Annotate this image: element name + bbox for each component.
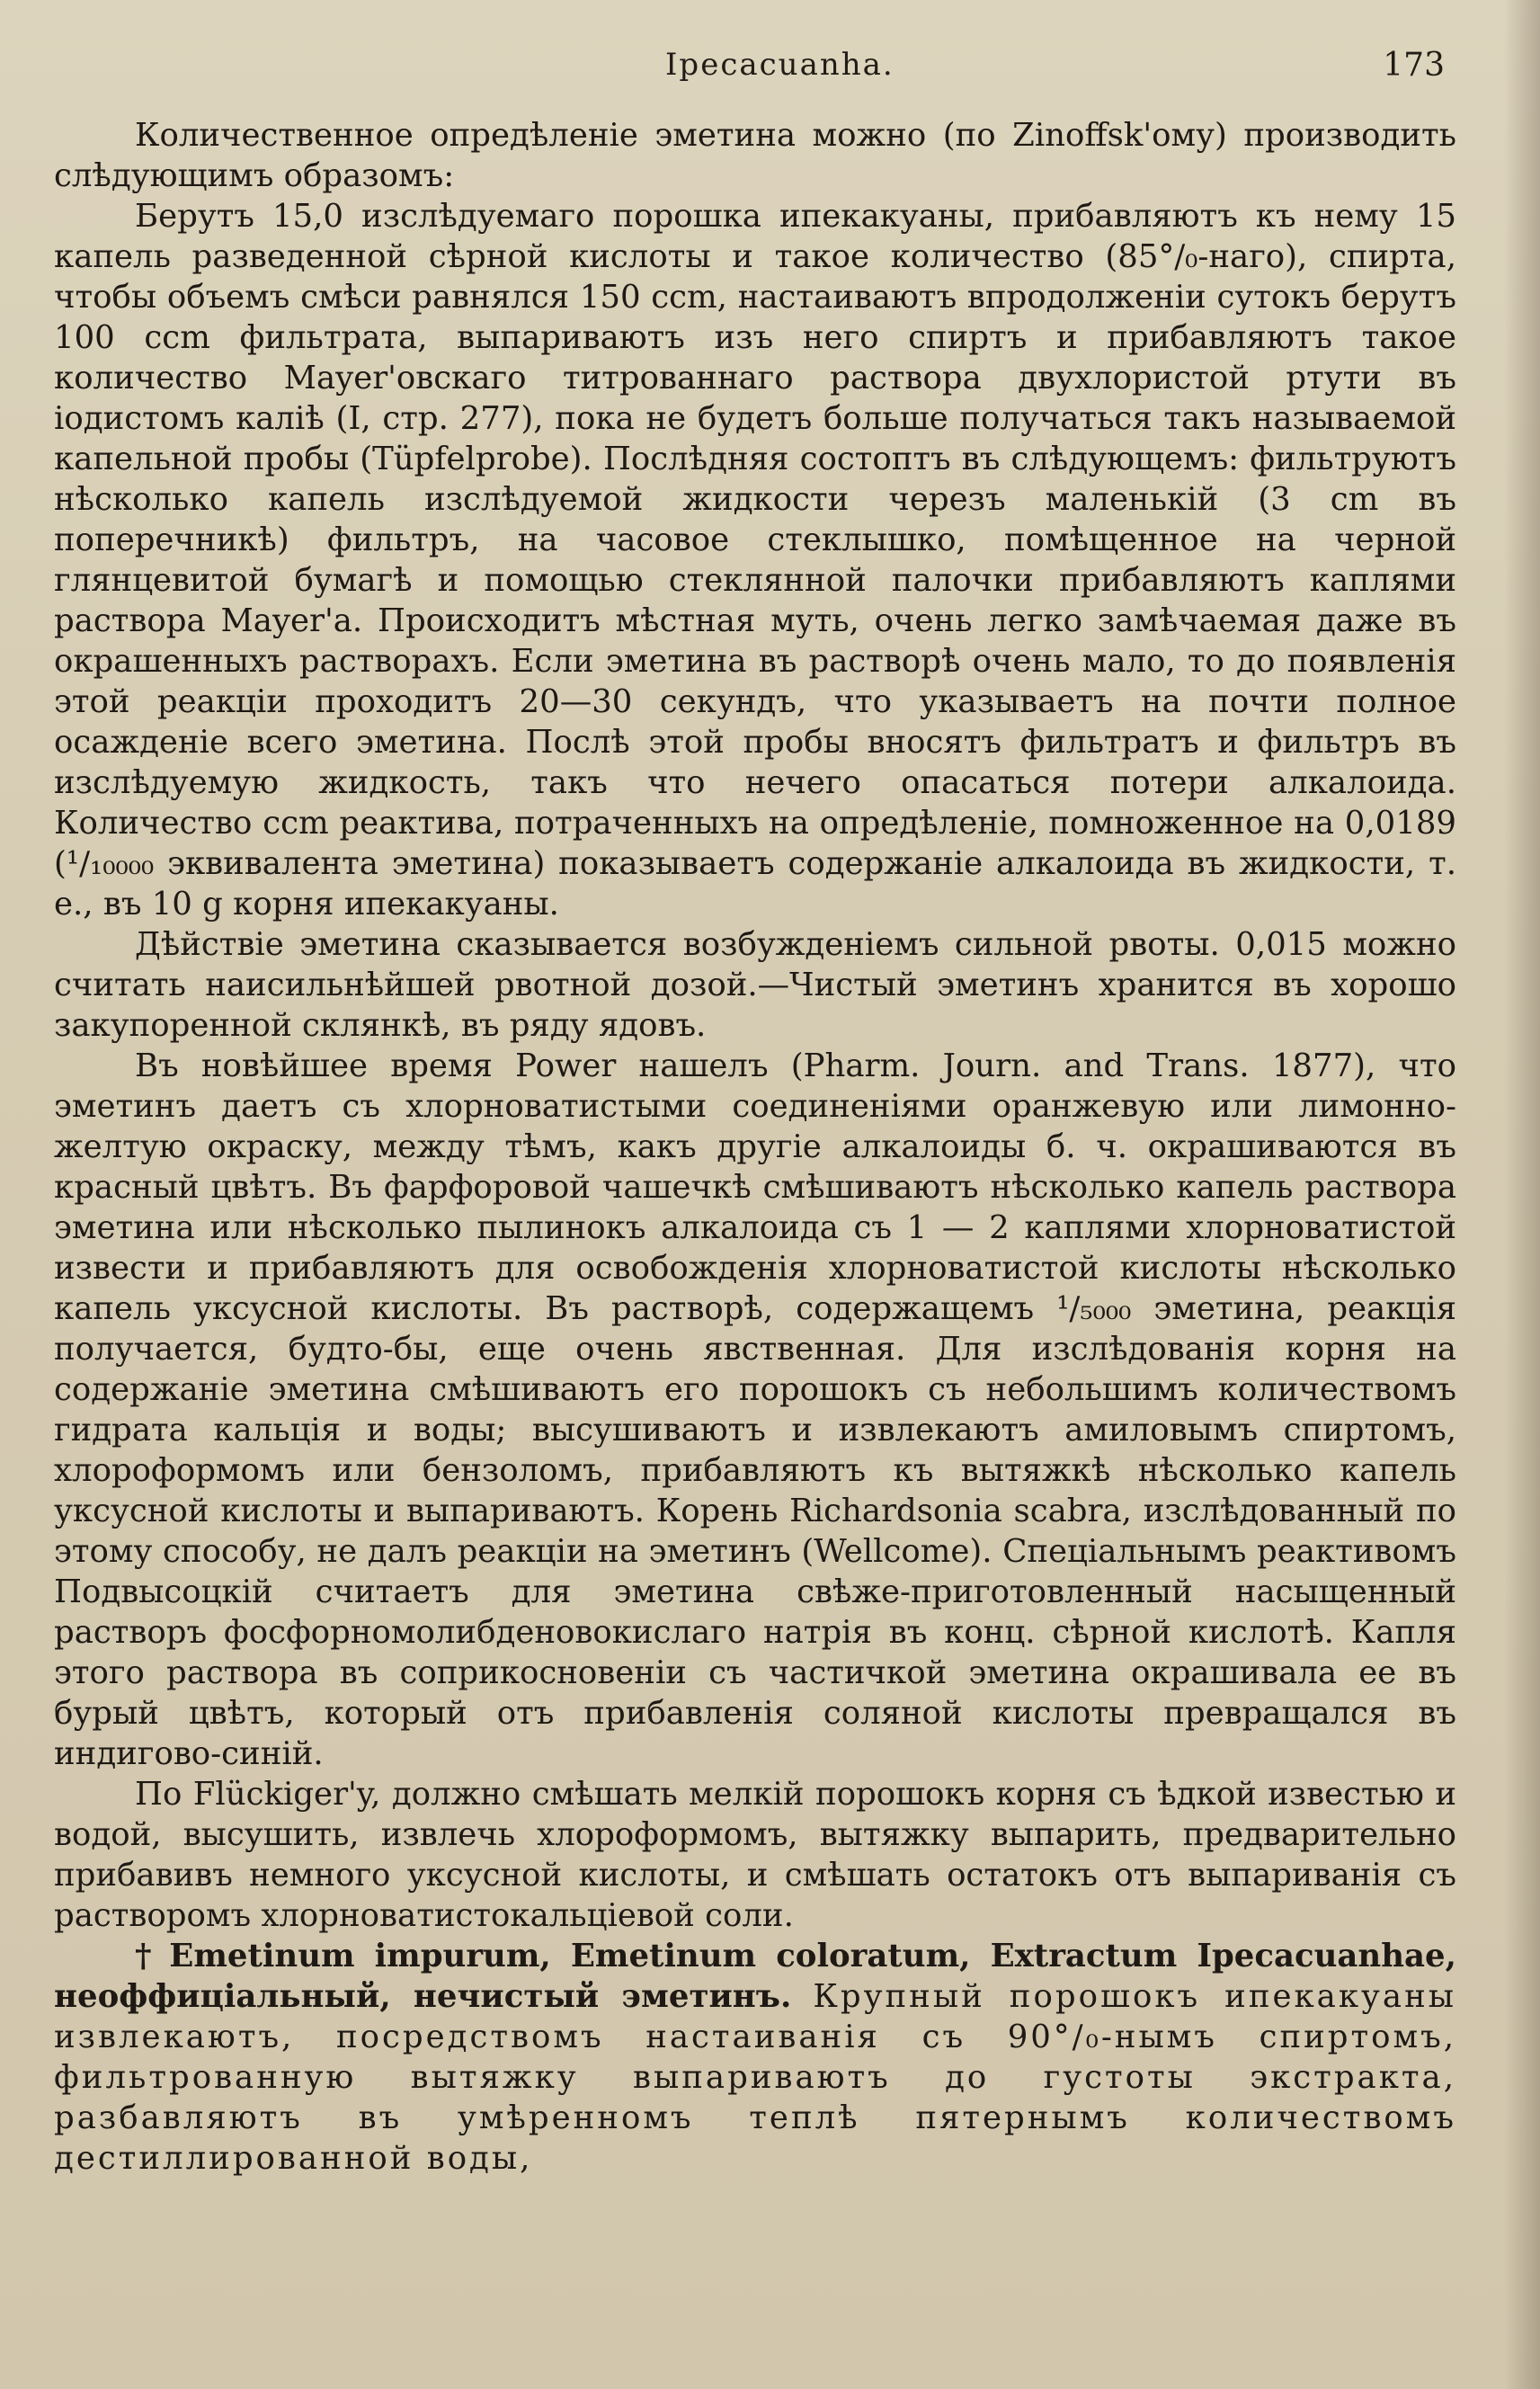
section-text: Крупный порошокъ ипекакуаны извлекаютъ, посредствомъ настаиванія съ 90°/₀-нымъ спиртомъ, фильтрованную вытяжку выпариваютъ до густоты экстракта, разбавляютъ въ умѣренномъ теплѣ пятернымъ количествомъ дестиллированной воды, [54, 1978, 1456, 2177]
paragraph-1: Количественное опредѣленіе эметина можно (по Zinoffsk'ому) производить слѣдующимъ образомъ: [54, 117, 1456, 194]
paragraph-4: Въ новѣйшее время Power нашелъ (Pharm. Journ. and Trans. 1877), что эметинъ даетъ съ хлорноватистыми соединеніями оранжевую или лимонно-желтую окраску, между тѣмъ, какъ другіе алкалоиды б. ч. окрашиваются въ красный цвѣтъ. Въ фарфоровой чашечкѣ смѣшиваютъ нѣсколько капель раствора эметина или нѣсколько пылинокъ алкалоида съ 1 — 2 каплями хлорноватистой извести и прибавляютъ для освобожденія хлорноватистой кислоты нѣсколько капель уксусной кислоты. Въ растворѣ, содержащемъ ¹/₅₀₀₀ эметина, реакція получается, будто-бы, еще очень явственная. Для изслѣдованія корня на содержаніе эметина смѣшиваютъ его порошокъ съ небольшимъ количествомъ гидрата кальція и воды; высушиваютъ и извлекаютъ амиловымъ спиртомъ, хлороформомъ или бензоломъ, прибавляютъ къ вытяжкѣ нѣсколько капель уксусной кислоты и выпариваютъ. Корень Richardsonia scabra, изслѣдованный по этому способу, не далъ реакціи на эметинъ (Wellcome). Спеціальнымъ реактивомъ Подвысоцкій считаетъ для эметина свѣже-приготовленный насыщенный растворъ фосфорномолибденовокислаго натрія въ конц. сѣрной кислотѣ. Капля этого раствора въ соприкосновеніи съ частичкой эметина окрашивала ее въ бурый цвѣтъ, который отъ прибавленія соляной кислоты превращался въ индигово-синій. [54, 1047, 1456, 1772]
page-number: 173 [1383, 47, 1445, 84]
body-text [54, 115, 1456, 2179]
running-title: Ipecacuanha. [665, 47, 895, 83]
final-paragraph [54, 1936, 1456, 2179]
section-heading: Emetinum impurum, Emetinum coloratum, Extractum Ipecacuanhae, неоффиціальный, нечистый эметинъ. [54, 1938, 1456, 2015]
page-shadow [1504, 0, 1540, 2389]
dagger-mark: † [135, 1938, 161, 1974]
paragraph-3: Дѣйствіе эметина сказывается возбужденіемъ сильной рвоты. 0,015 можно считать наисильнѣйшей рвотной дозой.—Чистый эметинъ хранится въ хорошо закупоренной склянкѣ, въ ряду ядовъ. [54, 926, 1456, 1044]
paragraph-2: Берутъ 15,0 изслѣдуемаго порошка ипекакуаны, прибавляютъ къ нему 15 капель разведенной сѣрной кислоты и такое количество (85°/₀-наго), спирта, чтобы объемъ смѣси равнялся 150 ccm, настаиваютъ впродолженіи сутокъ берутъ 100 ccm фильтрата, выпариваютъ изъ него спиртъ и прибавляютъ такое количество Mayer'овскаго титрованнаго раствора двухлористой ртути въ іодистомъ каліѣ (I, стр. 277), пока не будетъ больше получаться такъ называемой капельной пробы (Tüpfelprobe). Послѣдняя состоптъ въ слѣдующемъ: фильтруютъ нѣсколько капель изслѣдуемой жидкости черезъ маленькій (3 cm въ поперечникѣ) фильтръ, на часовое стеклышко, помѣщенное на черной глянцевитой бумагѣ и помощью стеклянной палочки прибавляютъ каплями раствора Mayer'a. Происходитъ мѣстная муть, очень легко замѣчаемая даже въ окрашенныхъ растворахъ. Если эметина въ растворѣ очень мало, то до появленія этой реакціи проходитъ 20—30 секундъ, что указываетъ на почти полное осажденіе всего эметина. Послѣ этой пробы вносятъ фильтратъ и фильтръ въ изслѣдуемую жидкость, такъ что нечего опасаться потери алкалоида. Количество ccm реактива, потраченныхъ на опредѣленіе, помноженное на 0,0189 (¹/₁₀₀₀₀ эквивалента эметина) показываетъ содержаніе алкалоида въ жидкости, т. е., въ 10 g корня ипекакуаны. [54, 198, 1456, 923]
paragraph-5: По Flückiger'y, должно смѣшать мелкій порошокъ корня съ ѣдкой известью и водой, высушить, извлечь хлороформомъ, вытяжку выпарить, предварительно прибавивъ немного уксусной кислоты, и смѣшать остатокъ отъ выпариванія съ растворомъ хлорноватистокальціевой соли. [54, 1776, 1456, 1934]
running-header [54, 43, 1468, 88]
